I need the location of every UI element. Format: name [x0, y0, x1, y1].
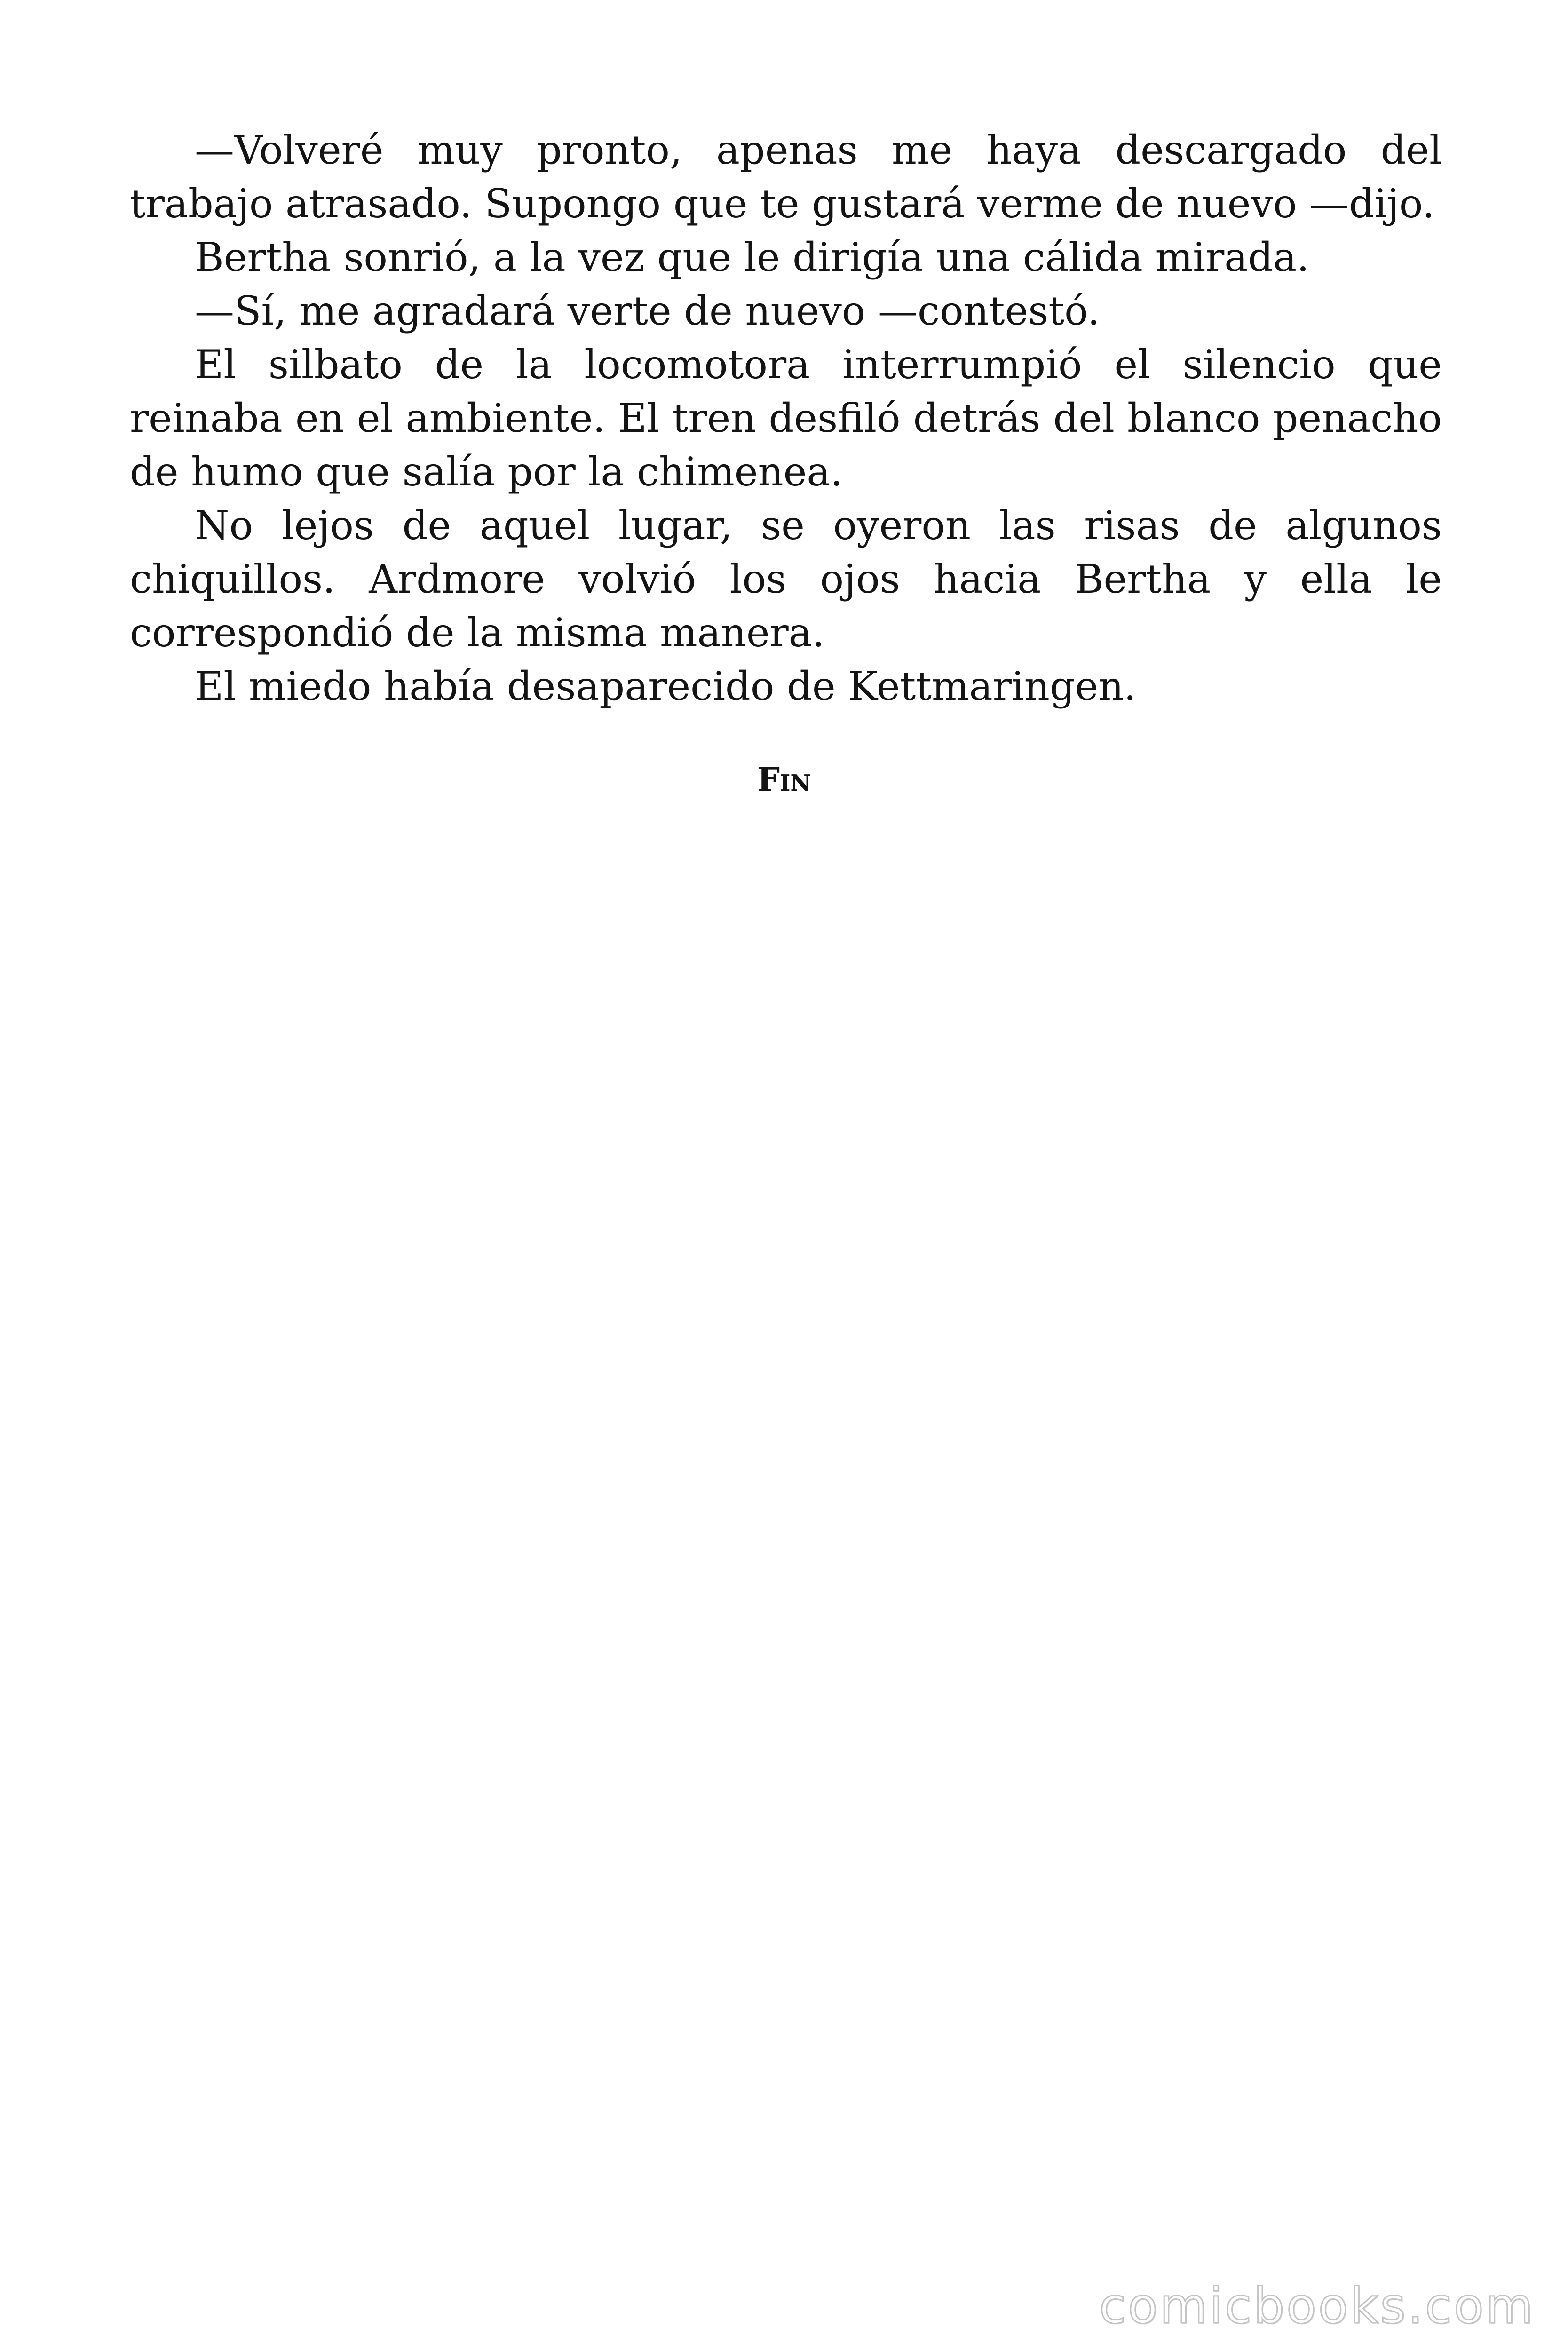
paragraph-1: —Volveré muy pronto, apenas me haya descargado del trabajo atrasado. Supongo que te gustará verme de nuevo —dijo.	[130, 127, 1442, 227]
paragraph-4: El silbato de la locomotora interrumpió el silencio que reinaba en el ambiente. El tren desfiló detrás del blanco penacho de humo que salía por la chimenea.	[130, 342, 1442, 495]
paragraph-5: No lejos de aquel lugar, se oyeron las risas de algunos chiquillos. Ardmore volvió los ojos hacia Bertha y ella le correspondió de la misma manera.	[130, 502, 1442, 656]
body-text	[130, 123, 1442, 713]
paragraph-3: —Sí, me agradará verte de nuevo —contestó.	[195, 288, 1100, 334]
end-mark: Fin	[757, 761, 811, 799]
watermark: comicbooks.com	[1099, 2277, 1535, 2335]
paragraph-2: Bertha sonrió, a la vez que le dirigía una cálida mirada.	[195, 234, 1309, 280]
paragraph-6: El miedo había desaparecido de Kettmaringen.	[195, 663, 1137, 709]
